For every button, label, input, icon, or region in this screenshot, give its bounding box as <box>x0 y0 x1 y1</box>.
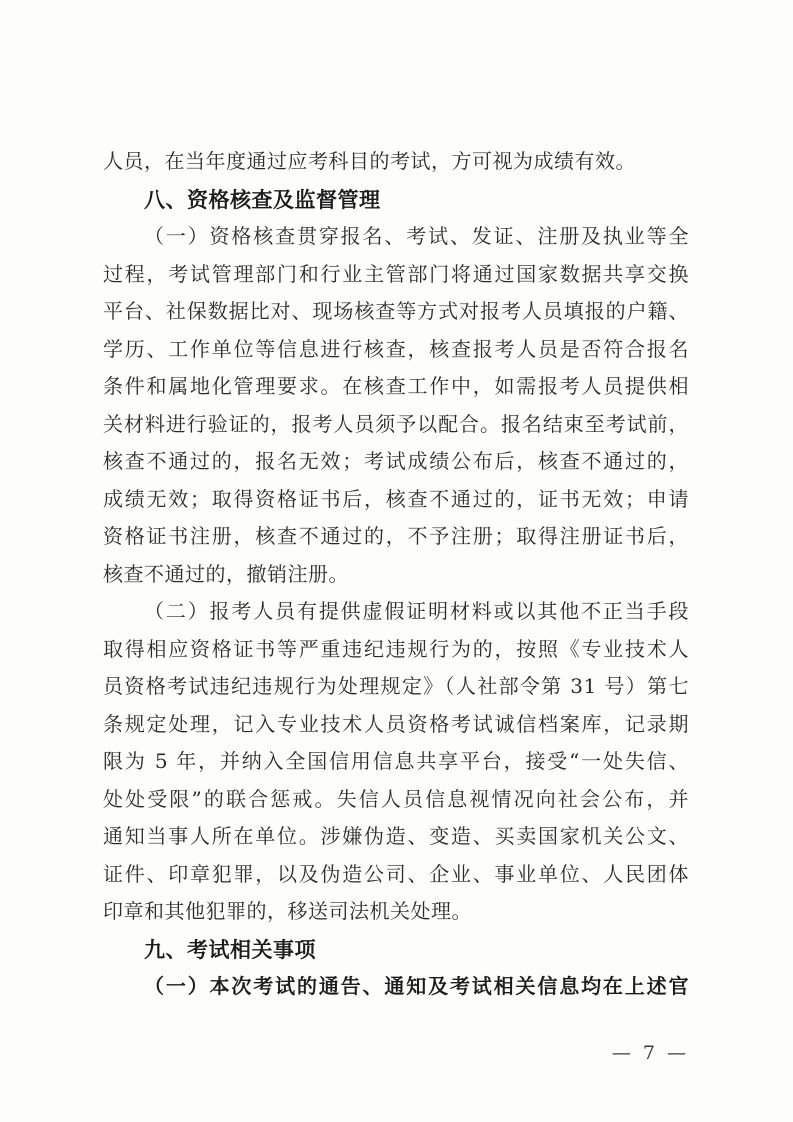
text-line: 条规定处理，记入专业技术人员资格考试诚信档案库，记录期 <box>103 711 689 736</box>
section-heading-9: 九、考试相关事项 <box>144 936 316 962</box>
text-line: 取得相应资格证书等严重违纪违规行为的，按照《专业技术人 <box>103 636 689 661</box>
text-line: 条件和属地化管理要求。在核查工作中，如需报考人员提供相 <box>103 374 689 398</box>
text-line: 核查不通过的，报名无效；考试成绩公布后，核查不通过的， <box>103 449 689 473</box>
text-line: 通知当事人所在单位。涉嫌伪造、变造、买卖国家机关公文、 <box>103 824 689 848</box>
text-line: 资格证书注册，核查不通过的，不予注册；取得注册证书后， <box>103 524 689 548</box>
text-line: 处处受限”的联合惩戒。失信人员信息视情况向社会公布，并 <box>103 786 689 811</box>
text-line: 学历、工作单位等信息进行核查，核查报考人员是否符合报名 <box>103 336 689 361</box>
text-line: 限为 5 年，并纳入全国信用信息共享平台，接受“一处失信、 <box>103 749 689 773</box>
text-line: 印章和其他犯罪的，移送司法机关处理。 <box>103 899 472 923</box>
text-line: 人员，在当年度通过应考科目的考试，方可视为成绩有效。 <box>103 149 636 173</box>
text-line: （二）报考人员有提供虚假证明材料或以其他不正当手段 <box>144 599 689 623</box>
text-line: （一）资格核查贯穿报名、考试、发证、注册及执业等全 <box>144 224 689 248</box>
text-line: 过程，考试管理部门和行业主管部门将通过国家数据共享交换 <box>103 261 689 286</box>
text-line: （一）本次考试的通告、通知及考试相关信息均在上述官 <box>144 974 689 998</box>
section-heading-8: 八、资格核查及监督管理 <box>144 186 381 212</box>
text-line: 员资格考试违纪违规行为处理规定》（人社部令第 31 号）第七 <box>103 674 689 698</box>
text-line: 关材料进行验证的，报考人员须予以配合。报名结束至考试前， <box>103 411 689 436</box>
text-line: 证件、印章犯罪，以及伪造公司、企业、事业单位、人民团体 <box>103 861 689 886</box>
text-line: 成绩无效；取得资格证书后，核查不通过的，证书无效；申请 <box>103 486 689 511</box>
page-number: — 7 — <box>611 1042 689 1064</box>
text-line: 核查不通过的，撤销注册。 <box>103 561 349 586</box>
text-line: 平台、社保数据比对、现场核查等方式对报考人员填报的户籍、 <box>103 299 689 323</box>
document-body <box>103 143 689 1006</box>
